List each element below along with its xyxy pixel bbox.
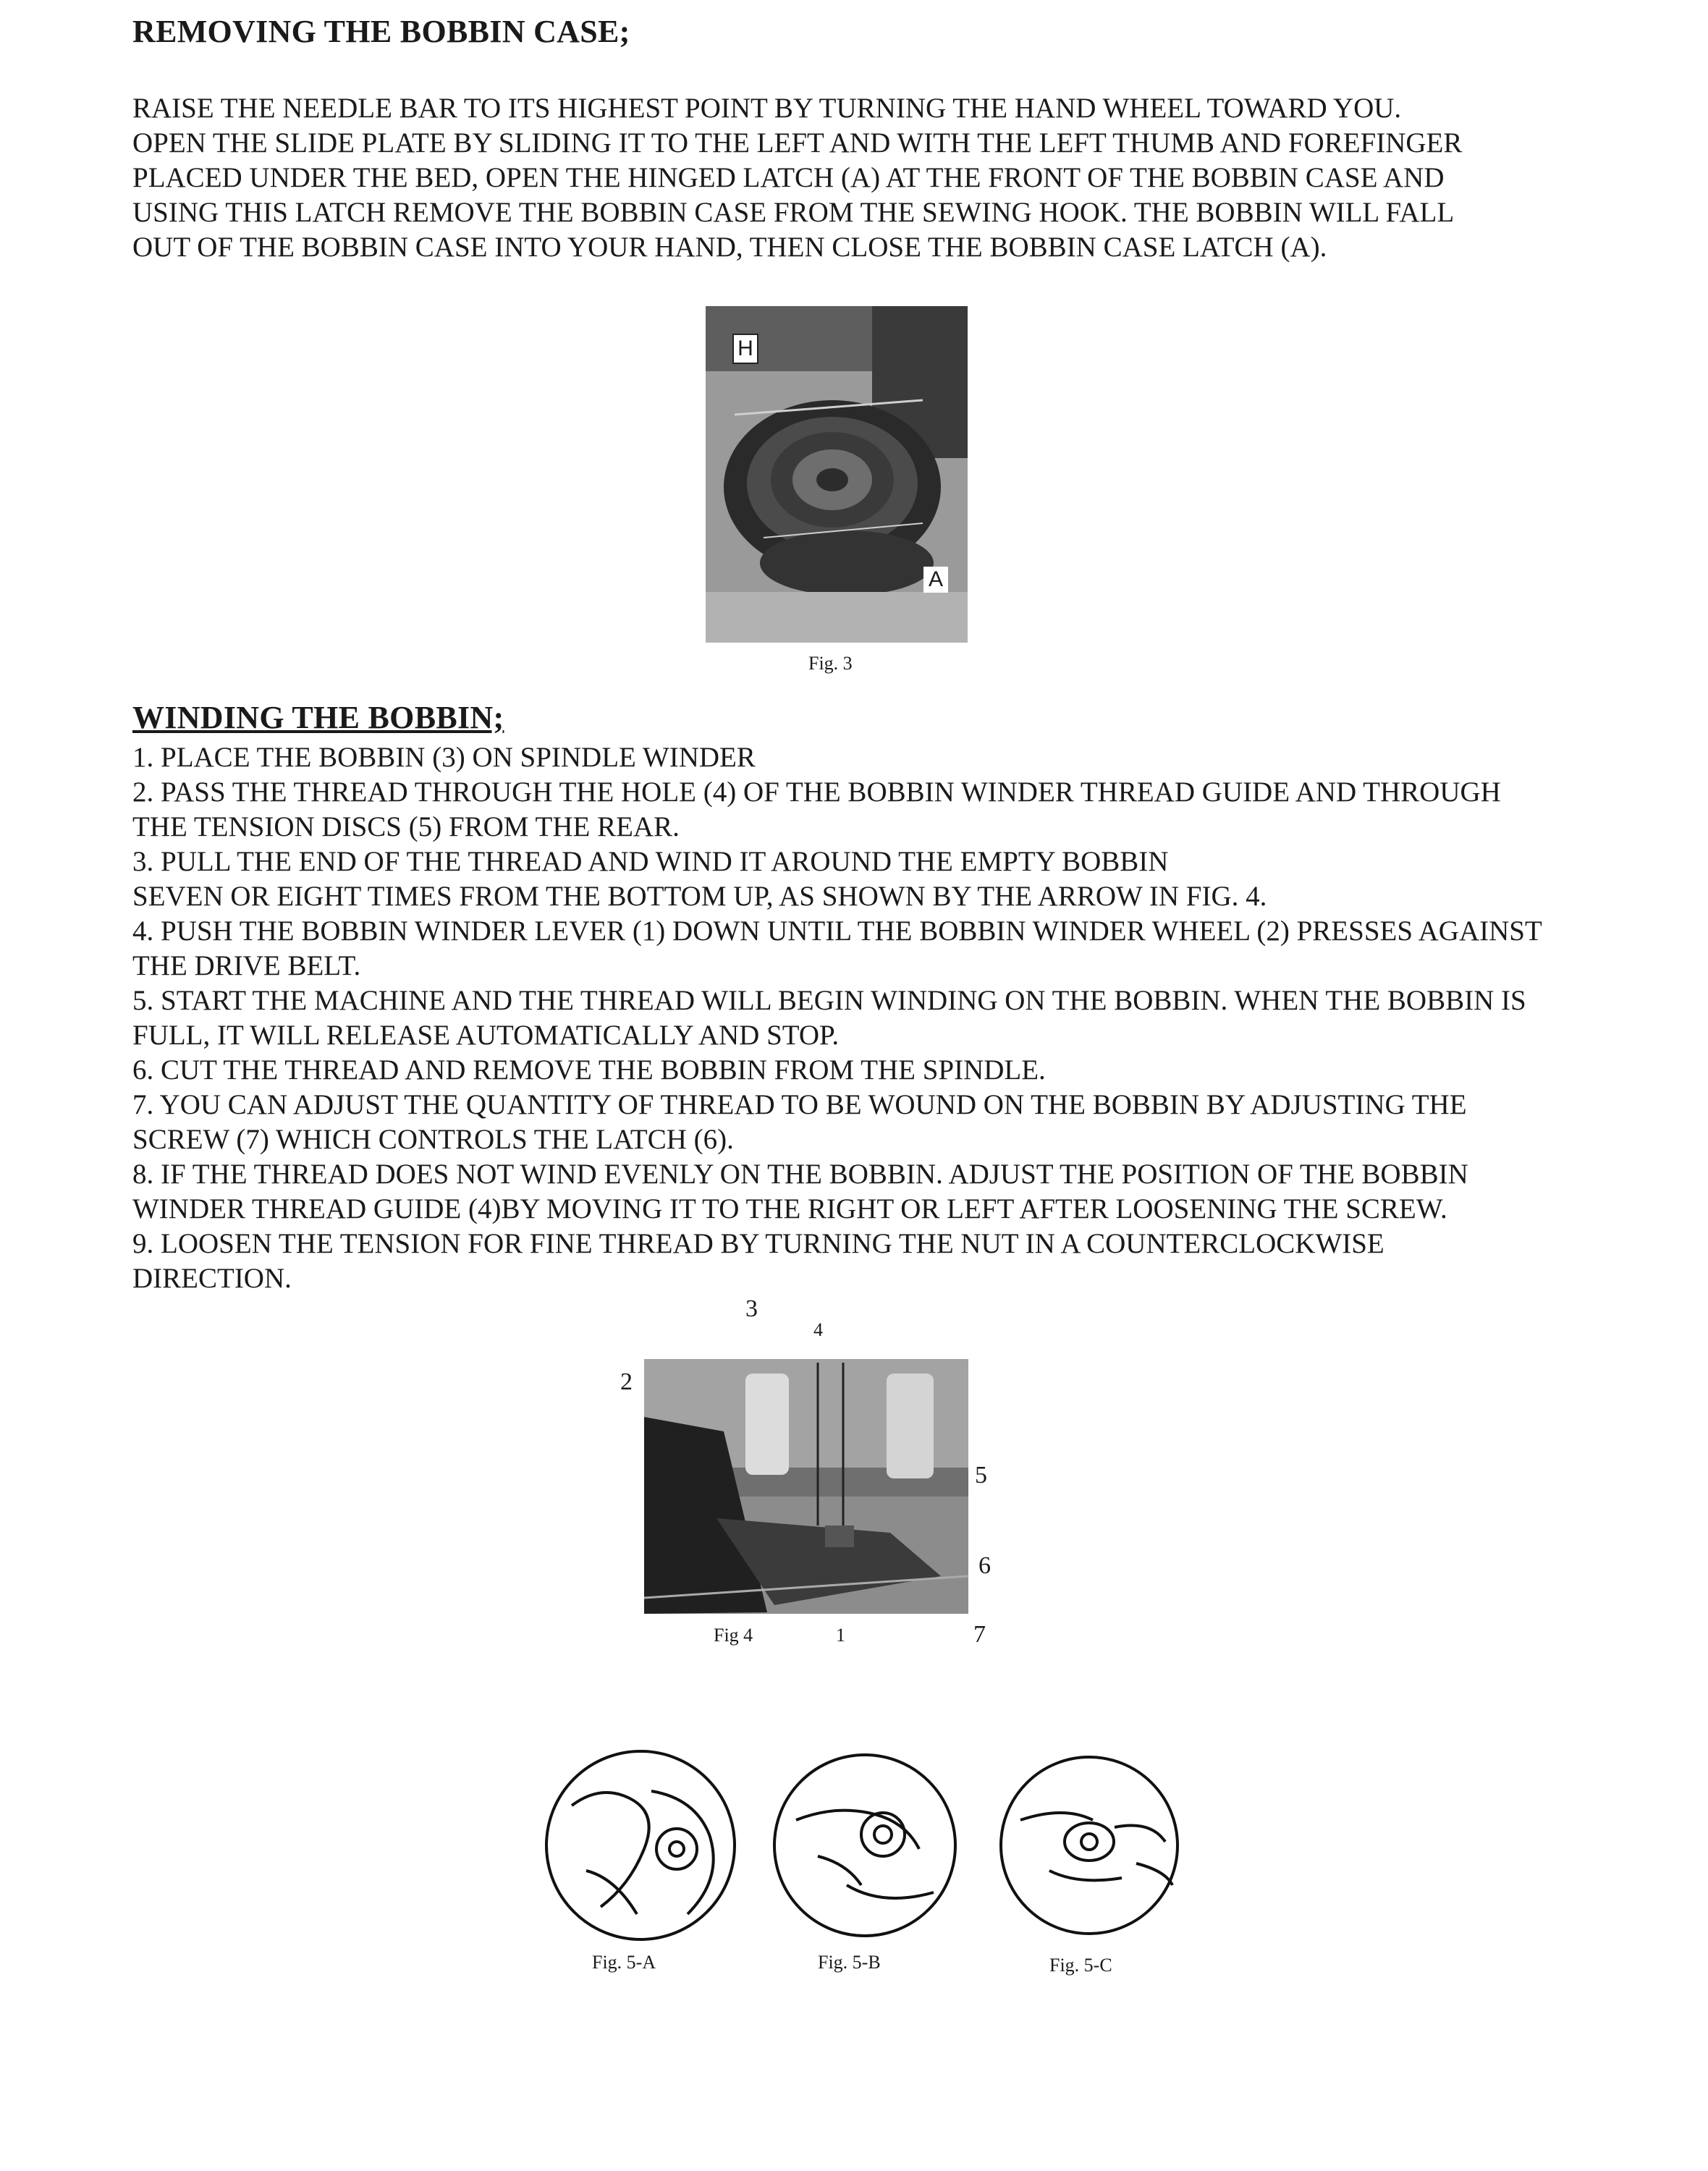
fig4-callout-4: 4: [813, 1319, 823, 1340]
fig4-callout-6: 6: [978, 1552, 991, 1579]
step-line: FULL, IT WILL RELEASE AUTOMATICALLY AND STOP.: [132, 1020, 840, 1051]
section-heading-removing-bobbin-case: REMOVING THE BOBBIN CASE;: [132, 14, 630, 49]
fig5c-caption: Fig. 5-C: [1049, 1955, 1112, 1976]
fig3-label-h: H: [732, 334, 758, 364]
paragraph-line: OPEN THE SLIDE PLATE BY SLIDING IT TO THE LEFT AND WITH THE LEFT THUMB AND FOREFINGER: [132, 127, 1463, 158]
fig4-callout-1: 1: [836, 1625, 845, 1646]
fig5-hand-winding-illustrations: [543, 1740, 1194, 1950]
fig5b-caption: Fig. 5-B: [818, 1952, 881, 1973]
fig3-label-a: A: [923, 567, 948, 593]
step-line: 7. YOU CAN ADJUST THE QUANTITY OF THREAD TO BE WOUND ON THE BOBBIN BY ADJUSTING THE: [132, 1089, 1467, 1120]
fig4-bobbin-winder-photo: [644, 1359, 968, 1614]
fig4-caption: Fig 4: [714, 1625, 753, 1646]
step-line: 2. PASS THE THREAD THROUGH THE HOLE (4) OF THE BOBBIN WINDER THREAD GUIDE AND THROUGH: [132, 776, 1501, 808]
fig4-callout-3: 3: [745, 1295, 758, 1322]
paragraph-line: RAISE THE NEEDLE BAR TO ITS HIGHEST POINT BY TURNING THE HAND WHEEL TOWARD YOU.: [132, 93, 1402, 124]
removing-bobbin-case-paragraph: [132, 91, 1462, 265]
step-line: WINDER THREAD GUIDE (4)BY MOVING IT TO THE RIGHT OR LEFT AFTER LOOSENING THE SCREW.: [132, 1193, 1447, 1224]
step-line: 4. PUSH THE BOBBIN WINDER LEVER (1) DOWN UNTIL THE BOBBIN WINDER WHEEL (2) PRESSES AGAINST: [132, 915, 1542, 947]
step-line: 3. PULL THE END OF THE THREAD AND WIND IT AROUND THE EMPTY BOBBIN: [132, 846, 1169, 877]
paragraph-line: USING THIS LATCH REMOVE THE BOBBIN CASE FROM THE SEWING HOOK. THE BOBBIN WILL FALL: [132, 197, 1455, 228]
step-line: 5. START THE MACHINE AND THE THREAD WILL BEGIN WINDING ON THE BOBBIN. WHEN THE BOBBIN IS: [132, 985, 1526, 1016]
step-line: 1. PLACE THE BOBBIN (3) ON SPINDLE WINDER: [132, 742, 756, 773]
step-line: SCREW (7) WHICH CONTROLS THE LATCH (6).: [132, 1124, 734, 1155]
fig5a-caption: Fig. 5-A: [592, 1952, 656, 1973]
step-line: SEVEN OR EIGHT TIMES FROM THE BOTTOM UP, AS SHOWN BY THE ARROW IN FIG. 4.: [132, 881, 1267, 912]
paragraph-line: PLACED UNDER THE BED, OPEN THE HINGED LATCH (A) AT THE FRONT OF THE BOBBIN CASE AND: [132, 162, 1445, 193]
step-line: 9. LOOSEN THE TENSION FOR FINE THREAD BY TURNING THE NUT IN A COUNTERCLOCKWISE: [132, 1228, 1384, 1259]
step-line: 8. IF THE THREAD DOES NOT WIND EVENLY ON THE BOBBIN. ADJUST THE POSITION OF THE BOBBIN: [132, 1159, 1468, 1190]
step-line: 6. CUT THE THREAD AND REMOVE THE BOBBIN FROM THE SPINDLE.: [132, 1054, 1046, 1086]
fig4-callout-5: 5: [975, 1462, 987, 1489]
step-line: DIRECTION.: [132, 1263, 292, 1294]
step-line: THE DRIVE BELT.: [132, 950, 361, 981]
winding-bobbin-steps: [132, 740, 1542, 1296]
paragraph-line: OUT OF THE BOBBIN CASE INTO YOUR HAND, THEN CLOSE THE BOBBIN CASE LATCH (A).: [132, 232, 1327, 263]
fig4-callout-7: 7: [973, 1621, 986, 1648]
fig4-callout-2: 2: [620, 1368, 633, 1395]
step-line: THE TENSION DISCS (5) FROM THE REAR.: [132, 811, 680, 842]
fig3-caption: Fig. 3: [808, 653, 853, 674]
section-heading-winding-bobbin: WINDING THE BOBBIN;: [132, 700, 504, 735]
